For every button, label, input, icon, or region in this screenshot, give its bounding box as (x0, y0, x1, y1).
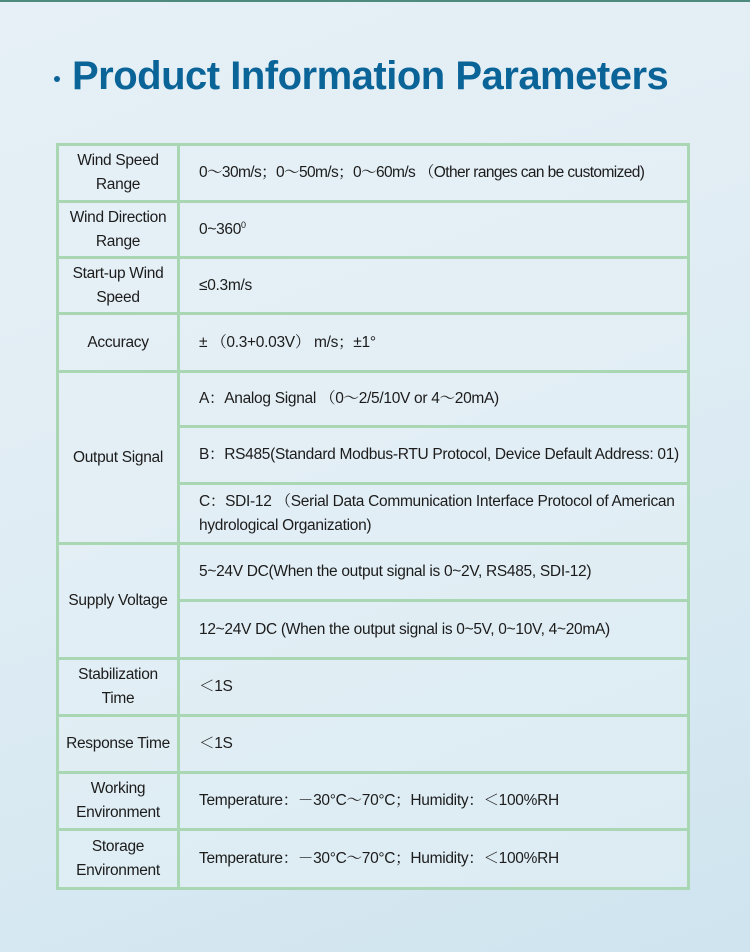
table-row-accuracy (58, 314, 689, 372)
row-value: B：RS485(Standard Modbus-RTU Protocol, Device Default Address: 01) (179, 427, 689, 484)
row-value: ＜1S (179, 659, 689, 716)
row-value: ＜1S (179, 716, 689, 773)
table-row-output-signal-a (58, 372, 689, 427)
page-title (54, 54, 668, 99)
row-label: Storage Environment (58, 830, 179, 889)
page-title-text: Product Information Parameters (72, 54, 669, 98)
row-label: Start-up Wind Speed (58, 258, 179, 314)
row-label: Wind Direction Range (58, 202, 179, 258)
row-label: Supply Voltage (58, 544, 179, 659)
row-value: 12~24V DC (When the output signal is 0~5V, 0~10V, 4~20mA) (179, 601, 689, 659)
row-value: A：Analog Signal （0～2/5/10V or 4～20mA) (179, 372, 689, 427)
row-value-text: 0~360 (199, 220, 242, 238)
top-accent-bar (0, 0, 750, 2)
row-label: Accuracy (58, 314, 179, 372)
row-label: Response Time (58, 716, 179, 773)
row-label: Output Signal (58, 372, 179, 544)
table-row-start-up-wind-speed (58, 258, 689, 314)
table-row-supply-voltage-1 (58, 544, 689, 601)
table-row-stabilization-time (58, 659, 689, 716)
title-bullet-icon (54, 76, 60, 82)
row-label: Working Environment (58, 773, 179, 830)
table-row-working-environment (58, 773, 689, 830)
table-row-wind-direction-range (58, 202, 689, 258)
degree-superscript: 0 (241, 219, 246, 230)
row-value: Temperature：－30°C～70°C；Humidity：＜100%RH (179, 773, 689, 830)
table-row-response-time (58, 716, 689, 773)
row-value: C：SDI-12 （Serial Data Communication Interface Protocol of American hydrological Organization) (179, 484, 689, 544)
row-value: ± （0.3+0.03V） m/s；±1° (179, 314, 689, 372)
row-value: 0～30m/s；0～50m/s；0～60m/s （Other ranges can be customized) (179, 145, 689, 202)
spec-table (56, 143, 690, 890)
row-value (179, 202, 689, 258)
table-row-storage-environment (58, 830, 689, 889)
table-row-wind-speed-range (58, 145, 689, 202)
row-label: Stabilization Time (58, 659, 179, 716)
row-value: Temperature：－30°C～70°C；Humidity：＜100%RH (179, 830, 689, 889)
row-label: Wind Speed Range (58, 145, 179, 202)
row-value: 5~24V DC(When the output signal is 0~2V, RS485, SDI-12) (179, 544, 689, 601)
row-value: ≤0.3m/s (179, 258, 689, 314)
